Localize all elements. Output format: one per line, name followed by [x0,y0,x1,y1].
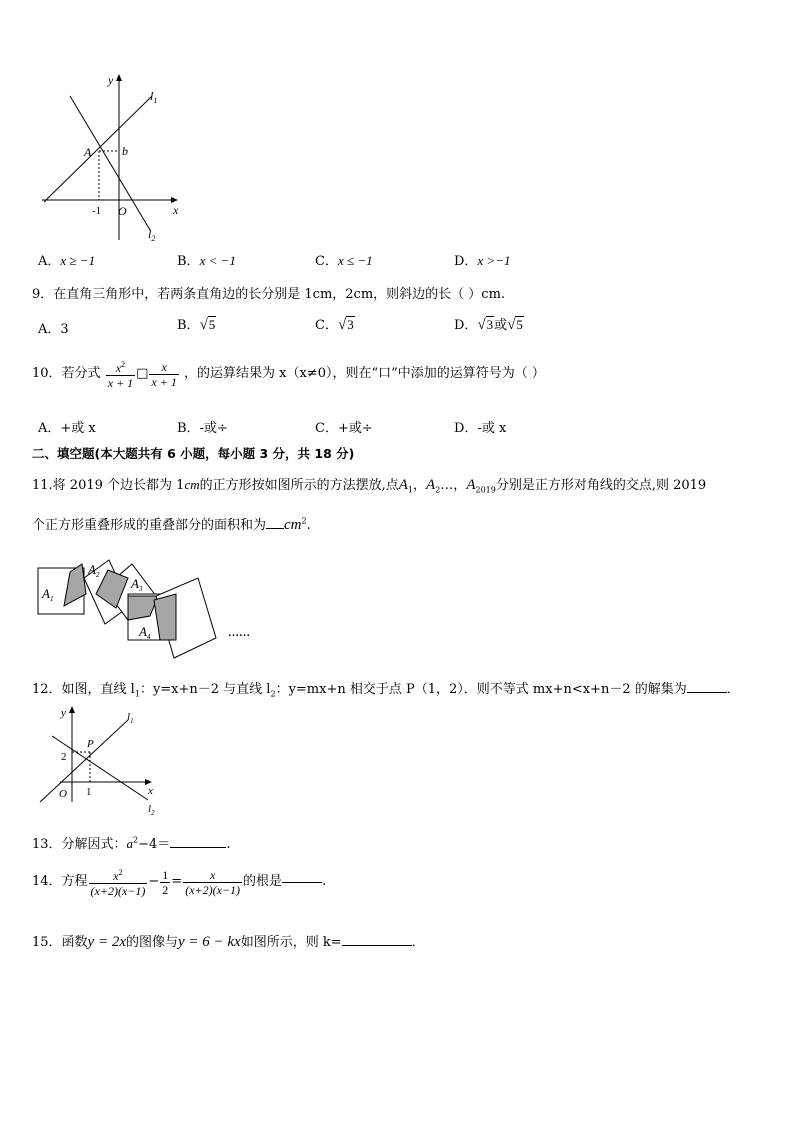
fraction-2: $\frac{1}{2}$ [162,867,169,897]
q11-line1: 11.将 2019 个边长都为 1cm的正方形按如图所示的方法摆放,点$A_1$，$A_2\dots$，$A_{2019}$分别是正方形对角线的交点,则 2019 [32,477,707,495]
fig8-l1-label: $l_1$ [150,89,158,105]
q10-stem [32,358,545,390]
fig12-y-label: y [61,707,66,719]
q14-stem: 14．方程 $\frac{x^2}{(x+2)(x-1)}$ − $\frac{1}{2}$ = $\frac{x}{(x+2)(x-1)}$ 的根是 . [32,867,327,898]
option-letter: A． [38,254,61,269]
q12-stem: 12．如图，直线 $l_1$：y=x+n－2 与直线 $l_2$：y=mx+n 相交于点 P（1，2）．则不等式 mx+n<x+n－2 的解集为 ． [32,682,740,699]
label-a3: $A_3$ [131,576,143,593]
ellipsis: …… [228,627,250,639]
fraction-3: $\frac{x}{(x+2)(x-1)}$ [185,867,241,897]
fig8-x-label: x [173,203,179,217]
q12-graph [30,702,170,824]
line-l1 [40,720,128,802]
fig12-o-label: O [59,788,67,800]
q10-option-b[interactable] [177,417,228,436]
option-letter: A． [38,421,61,436]
q9-option-d[interactable] [454,314,524,334]
label-a2: $A_2$ [88,562,100,579]
option-value: -或÷ [199,421,228,436]
option-value: x >−1 [477,253,511,268]
fig12-l2-label: $l_2$ [148,803,155,817]
label-a1: $A_1$ [42,586,54,603]
q11-squares-figure [34,552,266,664]
option-letter: B． [177,254,200,269]
option-connector: 或 [494,318,508,333]
q8-option-d[interactable] [454,250,511,269]
fig8-a-label: A [84,145,92,159]
q8-option-c[interactable] [315,250,373,269]
q13-stem: 13．分解因式：$a^2-4=$ . [32,835,231,852]
y-axis-arrow [116,74,122,81]
option-value: x < −1 [199,253,236,268]
q9-option-a[interactable] [38,318,69,337]
option-value: +或 x [60,421,96,436]
option-value: 3 [60,322,69,337]
q8-option-a[interactable] [38,250,95,269]
option-letter: C． [315,421,338,436]
option-letter: C． [315,318,338,333]
answer-blank[interactable] [687,692,727,693]
q10-suffix: ，的运算结果为 x（x≠0），则在“口”中添加的运算符号为（ ） [184,366,545,381]
fig12-two-label: 2 [61,751,67,763]
answer-blank[interactable] [170,847,226,848]
operator-box: □ [136,366,149,381]
q10-prefix: 10．若分式 [32,366,101,381]
fraction-2: $\frac{x}{x + 1}$ [151,359,177,389]
q10-option-d[interactable] [454,417,506,436]
q9-option-c[interactable] [315,314,355,334]
q15-stem: 15．函数y = 2x的图像与y = 6 − kx如图所示，则 k= ． [32,934,425,950]
line-l2 [70,96,150,230]
option-value: +或÷ [337,421,373,436]
option-letter: D． [454,254,478,269]
fig12-p-label: P [87,738,94,750]
option-letter: C． [315,254,338,269]
sqrt-expression: √5 [199,317,216,333]
fraction-1: $\frac{x^2}{x + 1}$ [107,360,134,390]
q10-option-a[interactable] [38,417,96,436]
fig8-neg1-label: -1 [92,205,102,217]
fig12-one-label: 1 [86,786,92,798]
answer-blank[interactable] [342,945,412,946]
q11-line2: 个正方形重叠形成的重叠部分的面积和为 $cm^2$. [32,516,311,533]
line-l1 [44,96,152,202]
answer-blank[interactable] [282,882,322,883]
fig12-x-label: x [148,785,153,797]
q8-option-b[interactable] [177,250,236,269]
answer-blank[interactable] [266,528,284,529]
sqrt-expression: √5 [507,317,523,333]
label-a4: $A_4$ [139,624,151,641]
option-value: x ≤ −1 [337,253,373,268]
section-title: 二、填空题(本大题共有 6 小题，每小题 3 分，共 18 分) [32,446,355,461]
fig12-l1-label: $l_1$ [127,711,134,725]
q10-option-c[interactable] [315,417,373,436]
y-axis-arrow [69,706,75,713]
q8-graph [30,68,200,246]
option-letter: B． [177,318,200,333]
fig8-b-label: b [122,144,128,158]
fraction-1: $\frac{x^2}{(x+2)(x-1)}$ [90,868,146,898]
option-letter: A． [38,322,61,337]
option-value: -或 x [477,421,507,436]
fig8-l2-label: $l_2$ [148,227,156,243]
fig8-o-label: O [118,204,127,218]
q9-option-b[interactable] [177,314,216,334]
fig8-y-label: y [108,73,114,87]
option-value: x ≥ −1 [60,253,96,268]
option-letter: D． [454,421,478,436]
option-letter: B． [177,421,200,436]
sqrt-expression: √3 [477,317,494,333]
q9-stem: 9．在直角三角形中，若两条直角边的长分别是 1cm，2cm，则斜边的长（ ）cm. [32,287,506,302]
option-letter: D． [454,318,478,333]
sqrt-expression: √3 [337,317,354,333]
